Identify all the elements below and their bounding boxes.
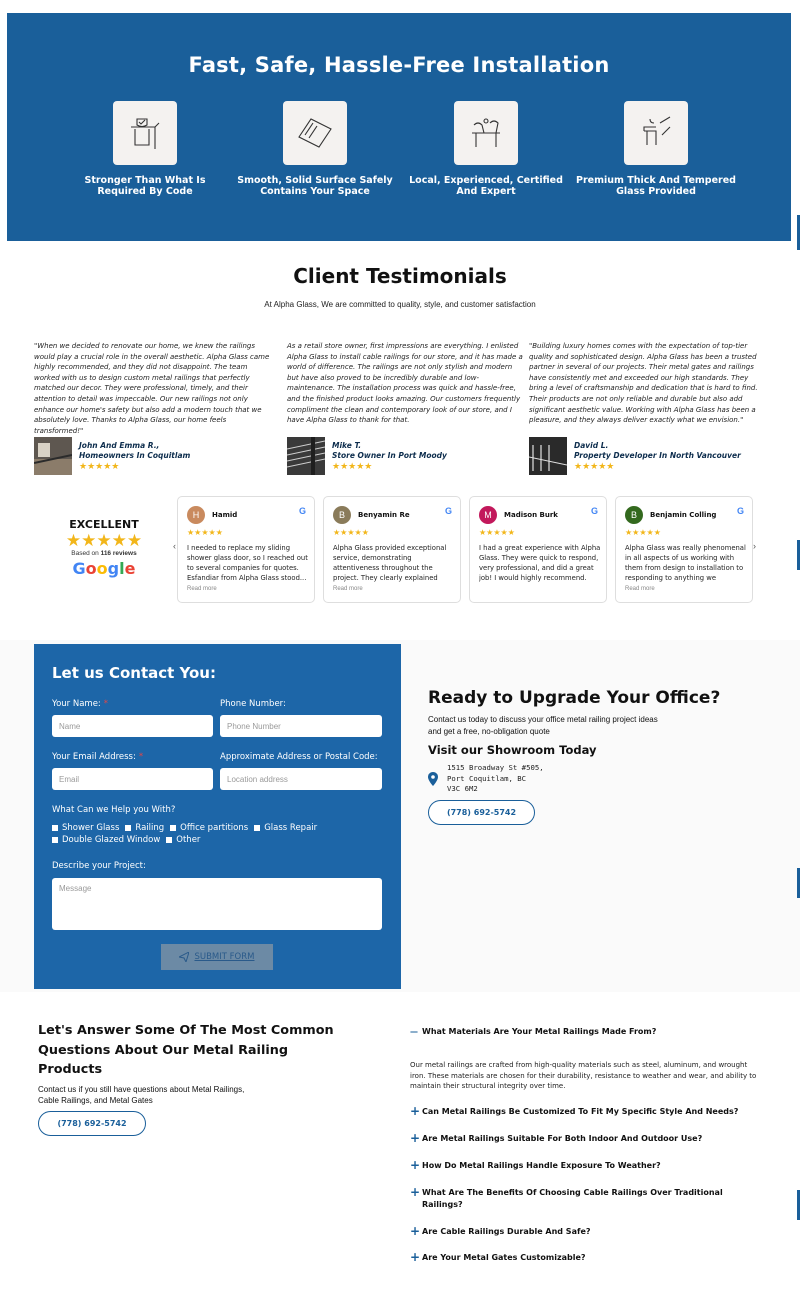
rating-stars: ★★★★★ [479, 528, 515, 537]
testimonial-quote: "When we decided to renovate our home, we knew the railings would play a crucial role in the overall aesthetic. Alpha Glass came highly recommended, and they did not disappoint. The team worked with us to design custom metal railings that perfectly matched our decor. They were professional, timely, and their attention to detail was impeccable. Our new railings not only enhance our home's safety but also add a modern touch that we absolutely love. Thanks to Alpha Glass, our home feels transformed!" [34, 342, 270, 435]
rating-stars: ★★★★★ [333, 528, 369, 537]
rating-stars: ★★★★★ [625, 528, 661, 537]
avatar: B [333, 506, 351, 524]
option-glass-repair[interactable] [254, 823, 317, 833]
feature-tempered-glass [571, 101, 741, 197]
testimonial-quote: "Building luxury homes comes with the expectation of top-tier quality and sophisticated design. Alpha Glass has been a trusted partner in several of our projects. Their metal gates and railings have consistently met and exceeded our high standards. They bring a level of craftsmanship and dedication that is hard to find. Their products are not only reliable and durable but also add significant aesthetic value. Working with Alpha Glass has been a pleasure, and they always deliver exactly what we envision." [529, 342, 758, 425]
expand-icon: + [410, 1131, 421, 1145]
email-label-text: Your Email Address: [52, 752, 136, 762]
faq-question: How Do Metal Railings Handle Exposure To Weather? [422, 1161, 661, 1170]
faq-question: What Are The Benefits Of Choosing Cable Railings Over Traditional Railings? [422, 1188, 723, 1209]
feature-code-strength [60, 101, 230, 197]
feature-label: Premium Thick And Tempered Glass Provided [576, 175, 736, 197]
address-line: 1515 Broadway St #505, [447, 763, 544, 772]
expand-icon: + [410, 1158, 421, 1172]
service-options-row [52, 835, 200, 845]
address-label: Approximate Address or Postal Code: [220, 752, 378, 762]
feature-label: Local, Experienced, Certified And Expert [409, 175, 563, 197]
tempered-glass-icon [624, 101, 688, 165]
faq-question: Are Cable Railings Durable And Safe? [422, 1227, 591, 1236]
expand-icon: + [410, 1224, 421, 1238]
carousel-next-icon[interactable]: › [753, 541, 756, 551]
option-railing[interactable] [125, 823, 164, 833]
faq-item-materials[interactable] [410, 1026, 760, 1038]
address-input[interactable] [220, 768, 382, 790]
feature-label: Smooth, Solid Surface Safely Contains Your Space [237, 175, 393, 197]
option-other[interactable] [166, 835, 200, 845]
faq-call-button[interactable]: (778) 692-5742 [38, 1111, 146, 1136]
faq-item-cable-benefits[interactable] [410, 1187, 760, 1211]
service-options-row [52, 823, 317, 833]
cta-text: Contact us today to discuss your office metal railing project ideas and get a free, no-obligation quote [428, 715, 658, 736]
option-office-partitions[interactable] [170, 823, 248, 833]
author-photo [529, 437, 567, 475]
banner-title: Fast, Safe, Hassle-Free Installation [188, 53, 610, 77]
option-label: Shower Glass [62, 823, 120, 833]
google-icon: G [590, 506, 598, 516]
faq-item-weather[interactable] [410, 1160, 760, 1172]
review-text: I needed to replace my sliding shower glass door, so I reached out to several companies for quotes. Esfandiar from Alpha Glass stood... [187, 544, 308, 582]
avatar: M [479, 506, 497, 524]
avatar: B [625, 506, 643, 524]
google-icon: G [298, 506, 306, 516]
name-input[interactable] [52, 715, 213, 737]
installation-banner [7, 13, 791, 241]
google-logo: Google [72, 559, 136, 578]
google-icon: G [736, 506, 744, 516]
checkbox[interactable] [170, 825, 176, 831]
testimonial-quote: As a retail store owner, first impressions are everything. I enlisted Alpha Glass to install cable railings for our store, and it has made a world of difference. The railings are not only stylish and modern but have also proved to be incredibly durable and low-maintenance. The installation process was quick and hassle-free, and the finished product looks amazing. Our customers frequently compliment the clean and contemporary look of our store, and I have Alpha Glass to thank for that. [287, 342, 523, 425]
author-role: Homeowners In Coquitlam [79, 451, 191, 460]
checkbox[interactable] [254, 825, 260, 831]
google-rating-summary [50, 518, 158, 578]
rating-stars: ★★★★★ [332, 461, 373, 471]
rating-stars: ★★★★★ [574, 461, 615, 471]
rating-label: EXCELLENT [69, 518, 139, 531]
read-more-link[interactable]: Read more [625, 586, 655, 592]
author-role: Property Developer In North Vancouver [574, 451, 741, 460]
contact-form [34, 644, 401, 989]
required-mark: * [138, 752, 144, 762]
review-count [50, 550, 158, 557]
required-mark: * [103, 699, 109, 709]
review-text: Alpha Glass provided exceptional service, demonstrating attentiveness throughout the project. They clearly explained [333, 544, 447, 582]
reviewer-name: Madison Burk [504, 511, 558, 519]
testimonials-subtitle: At Alpha Glass, We are committed to quality, style, and customer satisfaction [264, 300, 536, 309]
author-name: David L. [574, 441, 609, 450]
checkbox[interactable] [125, 825, 131, 831]
author-role: Store Owner In Port Moody [332, 451, 447, 460]
google-icon: G [444, 506, 452, 516]
expand-icon: + [410, 1250, 421, 1264]
checkbox[interactable] [52, 837, 58, 843]
faq-item-customized[interactable] [410, 1106, 760, 1118]
option-label: Other [176, 835, 201, 845]
google-review-card[interactable] [177, 496, 315, 603]
faq-question: What Materials Are Your Metal Railings Made From? [422, 1027, 657, 1036]
send-icon [179, 952, 189, 962]
checkbox[interactable] [166, 837, 172, 843]
google-review-card[interactable] [323, 496, 461, 603]
describe-label: Describe your Project: [52, 861, 146, 871]
name-label [52, 699, 108, 709]
expand-icon: + [410, 1185, 421, 1199]
message-textarea[interactable] [52, 878, 382, 930]
collapse-icon: — [410, 1027, 418, 1036]
faq-title: Let's Answer Some Of The Most Common Questions About Our Metal Railing Products [38, 1023, 334, 1077]
showroom-address [447, 763, 544, 795]
reviewer-name: Benyamin Re [358, 511, 410, 519]
faq-answer: Our metal railings are crafted from high-quality materials such as steel, aluminum, and wrought iron. These materials are chosen for their durability, resistance to weather and wear, and ability to maintain their structural integrity over time. [410, 1061, 757, 1090]
faq-item-gates[interactable] [410, 1252, 760, 1264]
email-input[interactable] [52, 768, 213, 790]
faq-question: Are Your Metal Gates Customizable? [422, 1253, 586, 1262]
submit-form-button[interactable] [161, 944, 273, 970]
review-count-value: 116 reviews [100, 550, 137, 557]
author-name: Mike T. [332, 441, 362, 450]
read-more-link[interactable]: Read more [333, 586, 363, 592]
author-photo [34, 437, 72, 475]
testimonials-title: Client Testimonials [293, 264, 507, 288]
author-name: John And Emma R., [79, 441, 160, 450]
cta-title: Ready to Upgrade Your Office? [428, 688, 721, 708]
help-label: What Can we Help you With? [52, 805, 176, 815]
checkbox[interactable] [52, 825, 58, 831]
faq-item-cable-safety[interactable] [410, 1226, 760, 1238]
avatar: H [187, 506, 205, 524]
google-review-card[interactable] [615, 496, 753, 603]
google-review-card[interactable] [469, 496, 607, 603]
glass-railing-icon [113, 101, 177, 165]
call-phone-button[interactable]: (778) 692-5742 [428, 800, 535, 825]
expand-icon: + [410, 1104, 421, 1118]
address-line: Port Coquitlam, BC [447, 773, 527, 783]
option-label: Office partitions [180, 823, 249, 833]
author-photo [287, 437, 325, 475]
option-label: Railing [135, 823, 165, 833]
installer-hands-icon [454, 101, 518, 165]
email-label [52, 752, 143, 762]
location-pin-icon [428, 772, 438, 786]
glass-panel-icon [283, 101, 347, 165]
phone-label: Phone Number: [220, 699, 286, 709]
based-on-text: Based on [71, 550, 99, 557]
form-title: Let us Contact You: [52, 664, 216, 682]
faq-question: Are Metal Railings Suitable For Both Indoor And Outdoor Use? [422, 1134, 703, 1143]
submit-label: SUBMIT FORM [194, 952, 255, 962]
feature-local-expert [401, 101, 571, 197]
faq-question: Can Metal Railings Be Customized To Fit My Specific Style And Needs? [422, 1107, 739, 1116]
rating-stars: ★★★★★ [187, 528, 223, 537]
carousel-prev-icon[interactable]: ‹ [173, 541, 176, 551]
reviewer-name: Benjamin Colling [650, 511, 717, 519]
review-text: Alpha Glass was really phenomenal in all aspects of us working with them from design to installation to responding to anything we [625, 544, 746, 582]
rating-stars: ★★★★★ [65, 531, 143, 550]
option-shower-glass[interactable] [52, 823, 119, 833]
feature-label: Stronger Than What Is Required By Code [84, 175, 206, 197]
showroom-heading: Visit our Showroom Today [428, 743, 597, 757]
feature-solid-surface [230, 101, 400, 197]
review-text: I had a great experience with Alpha Glass. They were quick to respond, very professional, and did a great job! I would highly recommend. [479, 544, 601, 582]
faq-subtitle: Contact us if you still have questions about Metal Railings, Cable Railings, and Metal Gates [38, 1085, 245, 1105]
option-double-glazed-window[interactable] [52, 835, 160, 845]
name-label-text: Your Name: [52, 699, 101, 709]
reviewer-name: Hamid [212, 511, 238, 519]
phone-input[interactable] [220, 715, 382, 737]
option-label: Double Glazed Window [62, 835, 161, 845]
faq-item-indoor-outdoor[interactable] [410, 1133, 760, 1145]
rating-stars: ★★★★★ [79, 461, 120, 471]
option-label: Glass Repair [264, 823, 318, 833]
read-more-link[interactable]: Read more [187, 586, 217, 592]
address-line: V3C 6M2 [447, 784, 478, 793]
